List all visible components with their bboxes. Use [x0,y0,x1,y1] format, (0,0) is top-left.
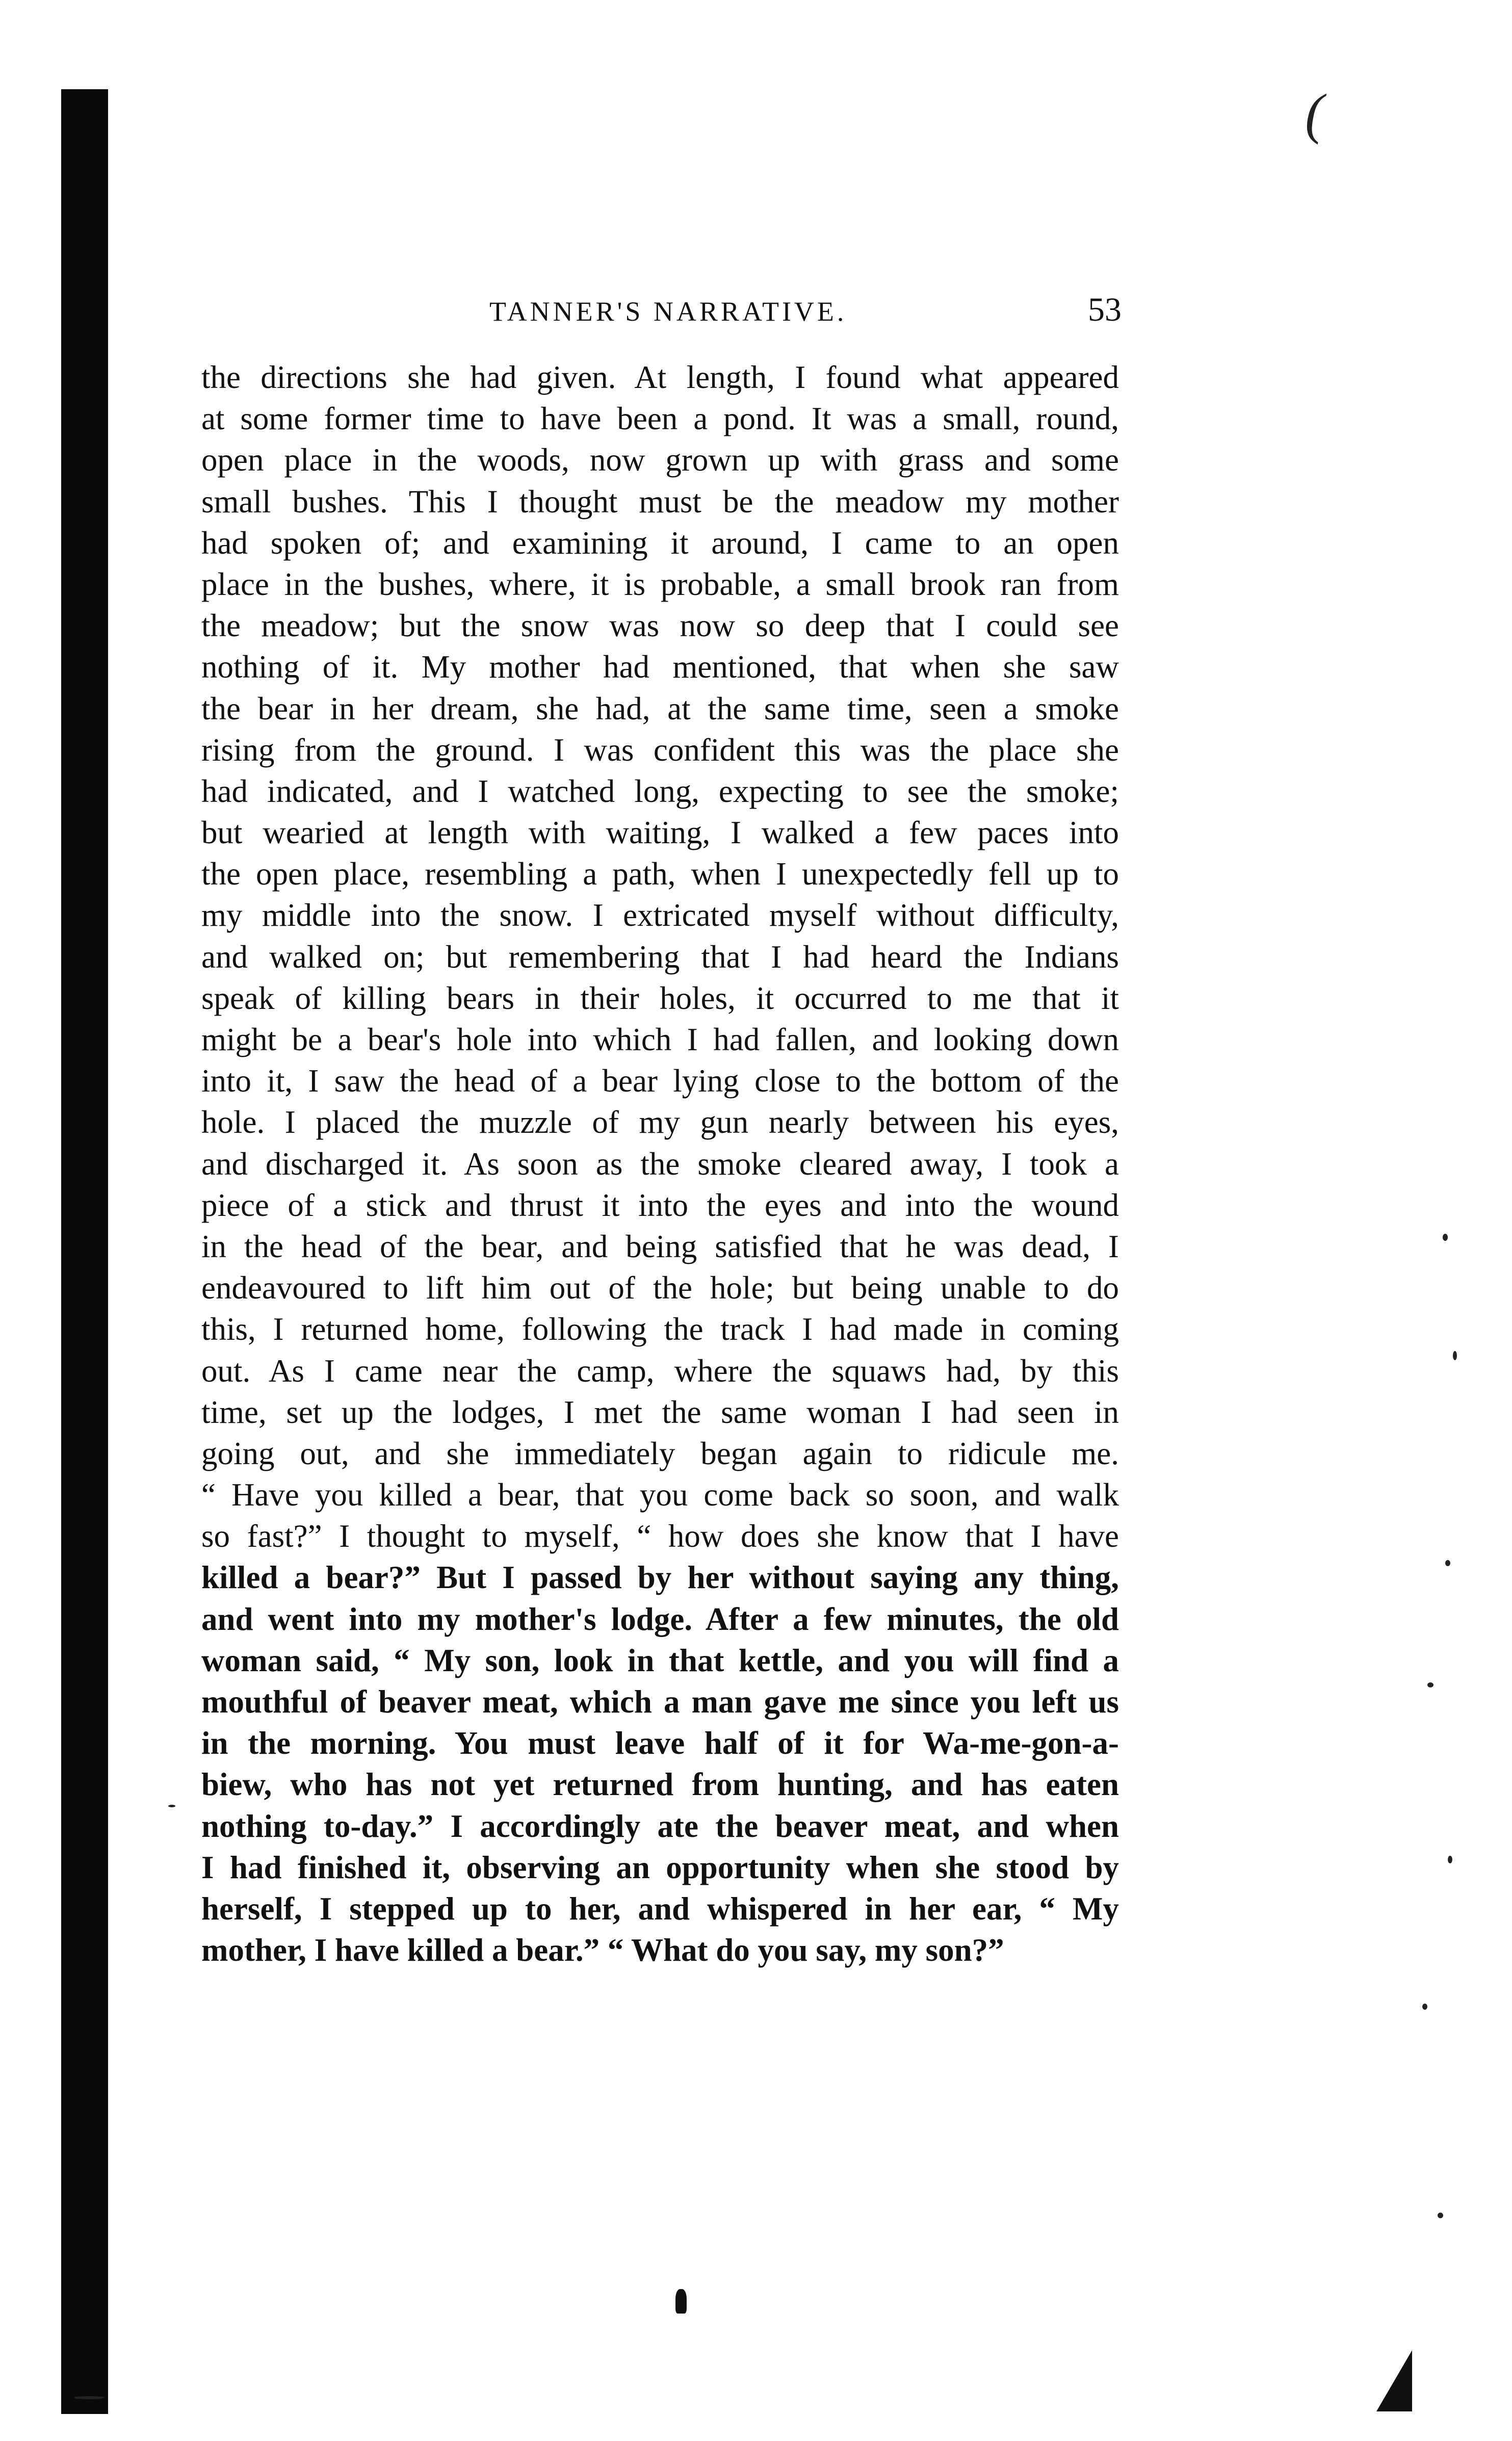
speck [1448,1856,1452,1863]
text-line: piece of a stick and thrust it into the eyes and into the wound [201,1187,1119,1223]
ink-blot [675,2289,687,2314]
body-text [201,357,1119,1971]
text-line: small bushes. This I thought must be the meadow my mother [201,483,1119,520]
text-line: I had finished it, observing an opportunity when she stood by [201,1849,1119,1885]
text-line: woman said, “ My son, look in that kettle, and you will find a [201,1642,1119,1678]
speck [1438,2213,1443,2218]
text-line: might be a bear's hole into which I had fallen, and looking down [201,1022,1119,1057]
text-line: the bear in her dream, she had, at the same time, seen a smoke [201,690,1119,726]
text-line: and walked on; but remembering that I had heard the Indians [201,939,1119,975]
text-line: “ Have you killed a bear, that you come back so soon, and walk [201,1477,1119,1513]
text-line: had spoken of; and examining it around, I came to an open [201,525,1119,561]
text-line: going out, and she immediately began again to ridicule me. [201,1435,1119,1471]
speck [1445,1560,1450,1566]
text-line: into it, I saw the head of a bear lying close to the bottom of the [201,1063,1119,1099]
text-line: rising from the ground. I was confident this was the place she [201,732,1119,768]
text-line: so fast?” I thought to myself, “ how does she know that I have [201,1518,1119,1554]
text-line: nothing of it. My mother had mentioned, that when she saw [201,649,1119,685]
text-line: endeavoured to lift him out of the hole; but being unable to do [201,1270,1119,1306]
speck [168,1805,175,1807]
speck [1422,2004,1427,2010]
text-line: killed a bear?” But I passed by her without saying any thing, [201,1560,1119,1596]
corner-mark: ( [1305,83,1324,145]
text-line: hole. I placed the muzzle of my gun nearly between his eyes, [201,1104,1119,1140]
text-line: the directions she had given. At length, I found what appeared [201,359,1119,395]
text-line: in the morning. You must leave half of it for Wa-me-gon-a- [201,1725,1119,1761]
text-line: herself, I stepped up to her, and whispered in her ear, “ My [201,1890,1119,1927]
corner-shadow [1376,2350,1412,2411]
text-line: out. As I came near the camp, where the squaws had, by this [201,1353,1119,1389]
speck [1443,1234,1448,1241]
text-line: time, set up the lodges, I met the same woman I had seen in [201,1394,1119,1430]
running-title: TANNER'S NARRATIVE. [489,296,847,327]
text-line: mouthful of beaver meat, which a man gave me since you left us [201,1684,1119,1720]
text-line: nothing to-day.” I accordingly ate the beaver meat, and when [201,1808,1119,1844]
page-number: 53 [1088,291,1122,328]
text-line: biew, who has not yet returned from hunting, and has eaten [201,1767,1119,1803]
text-line: but wearied at length with waiting, I walked a few paces into [201,815,1119,851]
scan-edge-shadow [61,89,108,2414]
text-line: the meadow; but the snow was now so deep that I could see [201,608,1119,644]
text-line: and went into my mother's lodge. After a few minutes, the old [201,1601,1119,1637]
text-line: place in the bushes, where, it is probable, a small brook ran from [201,566,1119,602]
text-line: this, I returned home, following the track I had made in coming [201,1311,1119,1347]
running-head [204,285,1122,342]
speck [74,2396,105,2399]
text-line: had indicated, and I watched long, expecting to see the smoke; [201,773,1119,809]
text-line: at some former time to have been a pond. It was a small, round, [201,401,1119,437]
text-line: open place in the woods, now grown up with grass and some [201,442,1119,478]
text-line: in the head of the bear, and being satisfied that he was dead, I [201,1228,1119,1264]
text-line: speak of killing bears in their holes, it occurred to me that it [201,980,1119,1016]
speck [1427,1682,1433,1687]
text-line: and discharged it. As soon as the smoke cleared away, I took a [201,1146,1119,1182]
text-line: my middle into the snow. I extricated myself without difficulty, [201,897,1119,933]
speck [1453,1351,1457,1360]
text-line: the open place, resembling a path, when I unexpectedly fell up to [201,856,1119,892]
text-line: mother, I have killed a bear.” “ What do you say, my son?” [201,1932,1004,1968]
